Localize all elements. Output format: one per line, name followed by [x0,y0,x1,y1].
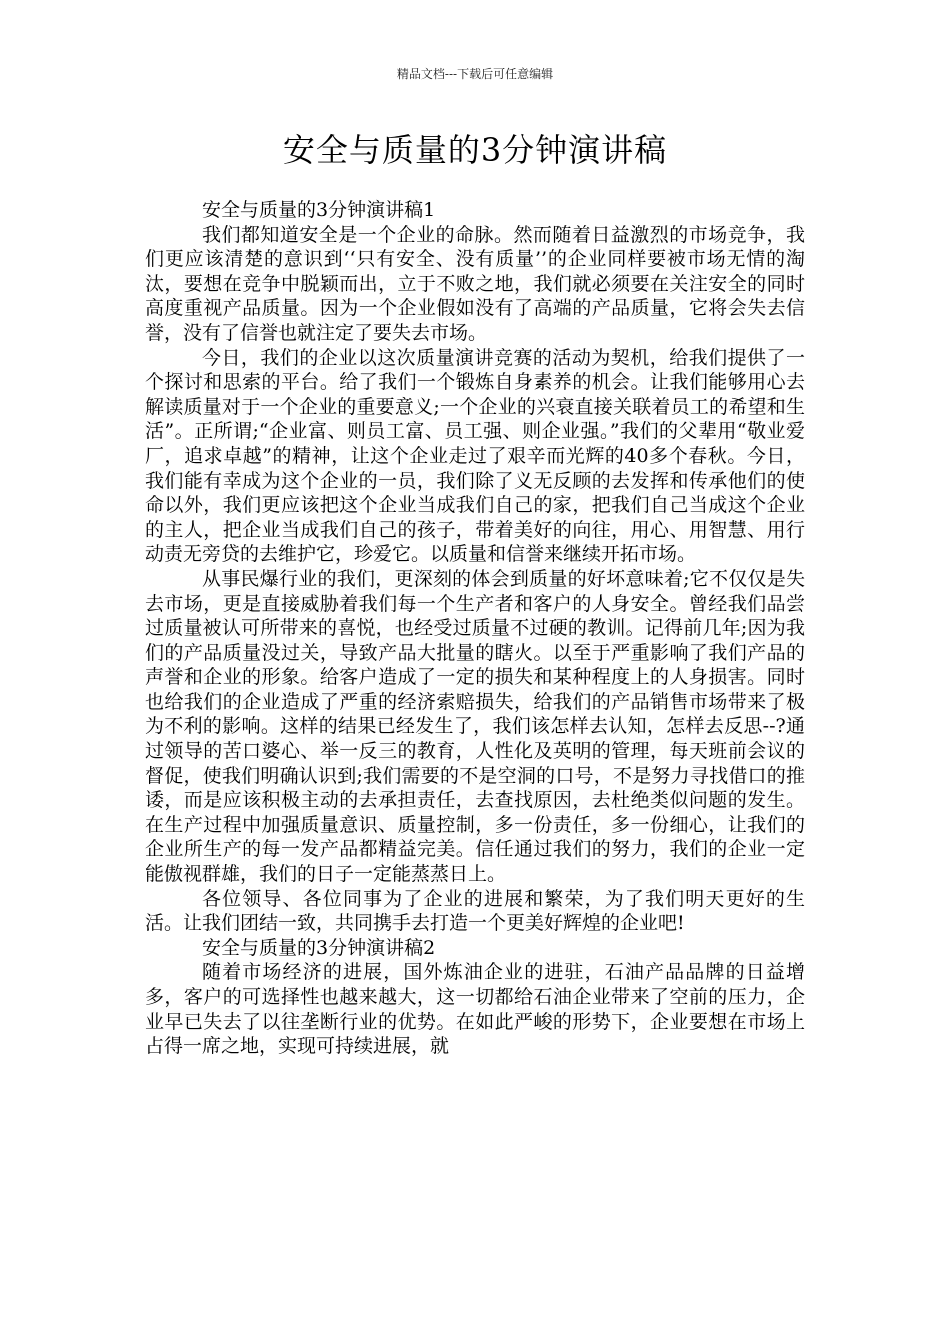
document-body [145,198,805,1059]
paragraph: 我们都知道安全是一个企业的命脉。然而随着日益激烈的市场竞争，我们更应该清楚的意识到‘‘只有安全、没有质量’’的企业同样要被市场无情的淘汰，要想在竞争中脱颖而出，立于不败之地，我们就必须要在关注安全的同时高度重视产品质量。因为一个企业假如没有了高端的产品质量，它将会失去信誉，没有了信誉也就注定了要失去市场。 [145,223,805,344]
section-heading: 安全与质量的3分钟演讲稿2 [202,936,436,959]
paragraph: 从事民爆行业的我们，更深刻的体会到质量的好坏意味着;它不仅仅是失去市场，更是直接威胁着我们每一个生产者和客户的人身安全。曾经我们品尝过质量被认可所带来的喜悦，也经受过质量不过硬的教训。记得前几年;因为我们的产品质量没过关，导致产品大批量的瞎火。以至于严重影响了我们产品的声誉和企业的形象。给客户造成了一定的损失和某种程度上的人身损害。同时也给我们的企业造成了严重的经济索赔损失，给我们的产品销售市场带来了极为不利的影响。这样的结果已经发生了，我们该怎样去认知，怎样去反思--?通过领导的苦口婆心、举一反三的教育，人性化及英明的管理，每天班前会议的督促，使我们明确认识到;我们需要的不是空洞的口号，不是努力寻找借口的推诿，而是应该积极主动的去承担责任，去查找原因，去杜绝类似问题的发生。在生产过程中加强质量意识、质量控制，多一份责任，多一份细心，让我们的企业所生产的每一发产品都精益完美。信任通过我们的努力，我们的企业一定能傲视群雄，我们的日子一定能蒸蒸日上。 [145,567,805,886]
paragraph: 今日，我们的企业以这次质量演讲竞赛的活动为契机，给我们提供了一个探讨和思索的平台。给了我们一个锻炼自身素养的机会。让我们能够用心去解读质量对于一个企业的重要意义;一个企业的兴衰直接关联着员工的希望和生活”。正所谓;“企业富、则员工富、员工强、则企业强。”我们的父辈用“敬业爱厂，追求卓越”的精神，让这个企业走过了艰辛而光辉的40多个春秋。今日，我们能有幸成为这个企业的一员，我们除了义无反顾的去发挥和传承他们的使命以外，我们更应该把这个企业当成我们自己的家，把我们自己当成这个企业的主人，把企业当成我们自己的孩子，带着美好的向往，用心、用智慧、用行动责无旁贷的去维护它，珍爱它。以质量和信誉来继续开拓市场。 [145,346,805,566]
page-header-note: 精品文档---下载后可任意编辑 [396,67,554,81]
paragraph: 各位领导、各位同事为了企业的进展和繁荣，为了我们明天更好的生活。让我们团结一致，共同携手去打造一个更美好辉煌的企业吧! [145,887,805,935]
section-heading: 安全与质量的3分钟演讲稿1 [202,199,436,221]
paragraph: 随着市场经济的进展，国外炼油企业的进驻，石油产品品牌的日益增多，客户的可选择性也越来越大，这一切都给石油企业带来了空前的压力，企业早已失去了以往垄断行业的优势。在如此严峻的形势下，企业要想在市场上占得一席之地，实现可持续进展，就 [145,961,805,1058]
document-title: 安全与质量的3分钟演讲稿 [282,131,668,169]
